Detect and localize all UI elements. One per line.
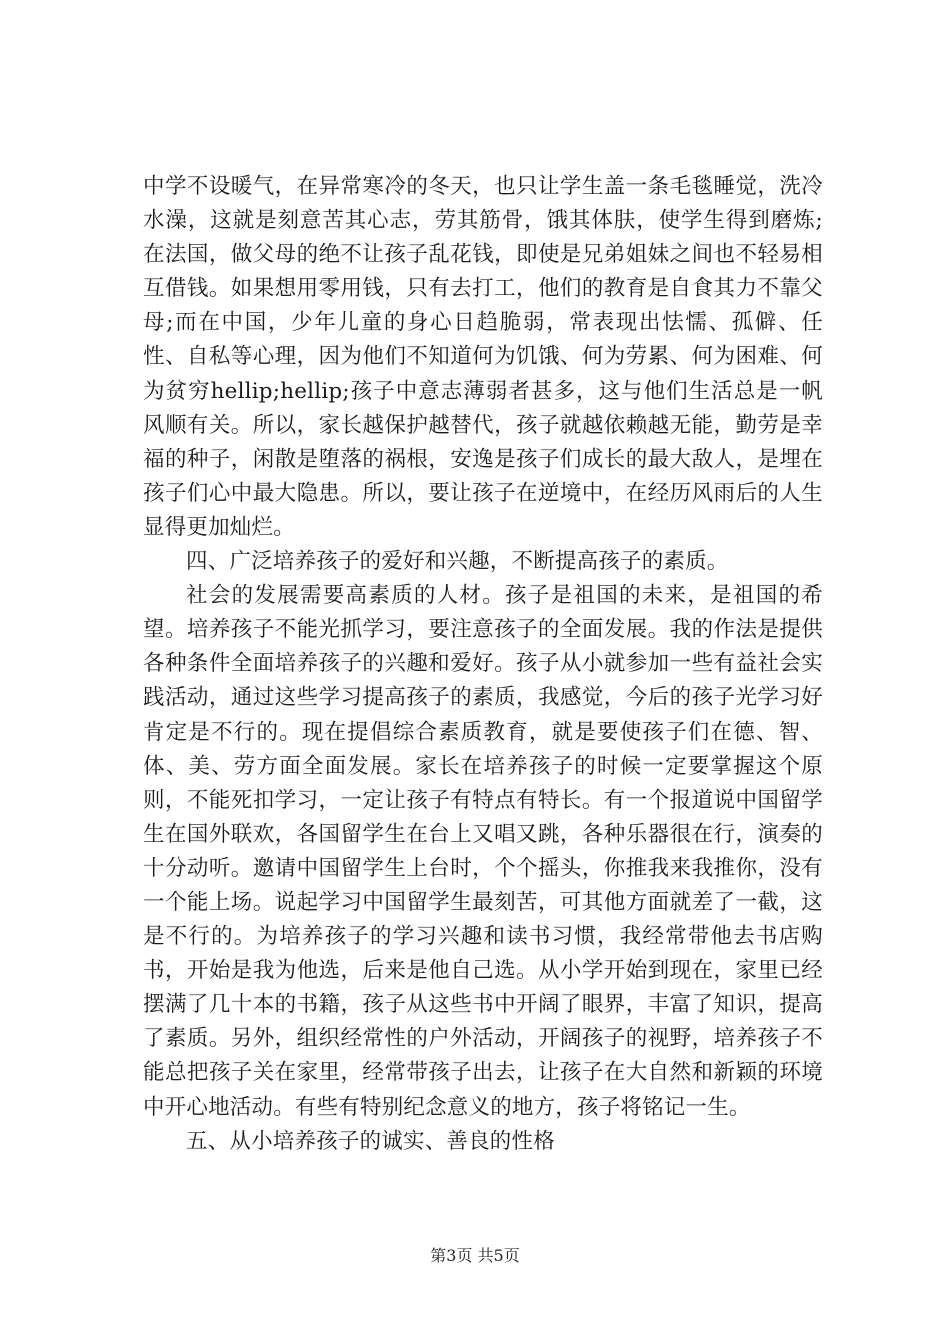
page-number-footer: 第3页 共5页 xyxy=(430,1246,520,1265)
section-heading-five: 五、从小培养孩子的诚实、善良的性格 xyxy=(186,1128,555,1154)
paragraph-education-abroad: 中学不设暖气，在异常寒冷的冬天，也只让学生盖一条毛毯睡觉，洗冷水澡，这就是刻意苦其心志，劳其筋骨，饿其体肤，使学生得到磨炼;在法国，做父母的绝不让孩子乱花钱，即使是兄弟姐妹之间也不轻易相互借钱。如果想用零用钱，只有去打工，他们的教育是自食其力不靠父母;而在中国，少年儿童的身心日趋脆弱，常表现出怯懦、孤僻、任性、自私等心理，因为他们不知道何为饥饿、何为劳累、何为困难、何为贫穷hellip;hellip;孩子中意志薄弱者甚多，这与他们生活总是一帆风顺有关。所以，家长越保护越替代，孩子就越依赖越无能，勤劳是幸福的种子，闲散是堕落的祸根，安逸是孩子们成长的最大敌人，是埋在孩子们心中最大隐患。所以，要让孩子在逆境中，在经历风雨后的人生显得更加灿烂。 xyxy=(143,174,823,540)
paragraph-hobbies-interests: 社会的发展需要高素质的人材。孩子是祖国的未来，是祖国的希望。培养孩子不能光抓学习，要注意孩子的全面发展。我的作法是提供各种条件全面培养孩子的兴趣和爱好。孩子从小就参加一些有益社会实践活动，通过这些学习提高孩子的素质，我感觉，今后的孩子光学习好肯定是不行的。现在提倡综合素质教育，就是要使孩子们在德、智、体、美、劳方面全面发展。家长在培养孩子的时候一定要掌握这个原则，不能死扣学习，一定让孩子有特点有特长。有一个报道说中国留学生在国外联欢，各国留学生在台上又唱又跳，各种乐器很在行，演奏的十分动听。邀请中国留学生上台时，个个摇头，你推我来我推你，没有一个能上场。说起学习中国留学生最刻苦，可其他方面就差了一截，这是不行的。为培养孩子的学习兴趣和读书习惯，我经常带他去书店购书，开始是我为他选，后来是他自己选。从小学开始到现在，家里已经摆满了几十本的书籍，孩子从这些书中开阔了眼界，丰富了知识，提高了素质。另外，组织经常性的户外活动，开阔孩子的视野，培养孩子不能总把孩子关在家里，经常带孩子出去，让孩子在大自然和新颖的环境中开心地活动。有些有特别纪念意义的地方，孩子将铭记一生。 xyxy=(143,583,823,1120)
section-heading-four: 四、广泛培养孩子的爱好和兴趣，不断提高孩子的素质。 xyxy=(186,549,729,575)
document-body xyxy=(143,170,823,1159)
